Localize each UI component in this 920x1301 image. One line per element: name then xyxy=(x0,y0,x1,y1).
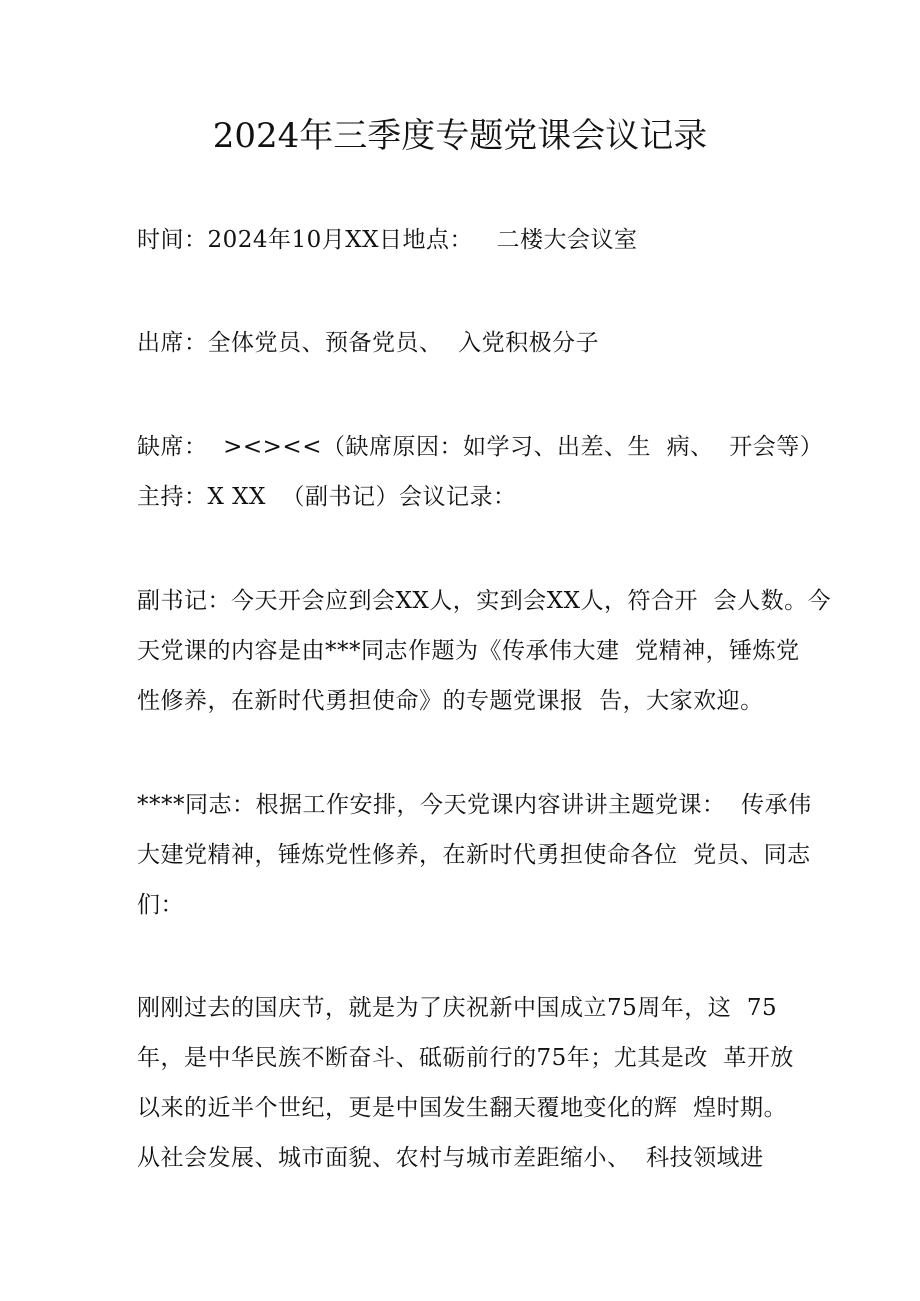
paragraph-line: 从社会发展、城市面貌、农村与城市差距缩小、 科技领域进 xyxy=(137,1145,764,1171)
paragraph-line: 们： xyxy=(137,892,184,918)
paragraph-line: ****同志：根据工作安排，今天党课内容讲讲主题党课： 传承伟 xyxy=(137,792,812,818)
meeting-time-location: 时间：2024年10月XX日地点： 二楼大会议室 xyxy=(137,227,638,253)
meeting-absentees: 缺席： ><><<（缺席原因：如学习、出差、生 病、 开会等） xyxy=(137,434,824,460)
paragraph-line: 性修养，在新时代勇担使命》的专题党课报 告，大家欢迎。 xyxy=(137,688,764,714)
meeting-attendees: 出席：全体党员、预备党员、 入党积极分子 xyxy=(137,330,600,356)
paragraph-line: 以来的近半个世纪，更是中国发生翻天覆地变化的辉 煌时期。 xyxy=(137,1095,788,1121)
paragraph-line: 副书记：今天开会应到会XX人，实到会XX人，符合开 会人数。今 xyxy=(137,588,832,614)
meeting-host: 主持：X XX （副书记）会议记录： xyxy=(137,484,517,510)
paragraph-line: 天党课的内容是由***同志作题为《传承伟大建 党精神，锤炼党 xyxy=(137,638,800,664)
paragraph-line: 大建党精神，锤炼党性修养，在新时代勇担使命各位 党员、同志 xyxy=(137,842,811,868)
document-title: 2024年三季度专题党课会议记录 xyxy=(212,116,708,156)
paragraph-line: 刚刚过去的国庆节，就是为了庆祝新中国成立75周年，这 75 xyxy=(137,995,778,1021)
paragraph-line: 年，是中华民族不断奋斗、砥砺前行的75年；尤其是改 革开放 xyxy=(137,1045,794,1071)
